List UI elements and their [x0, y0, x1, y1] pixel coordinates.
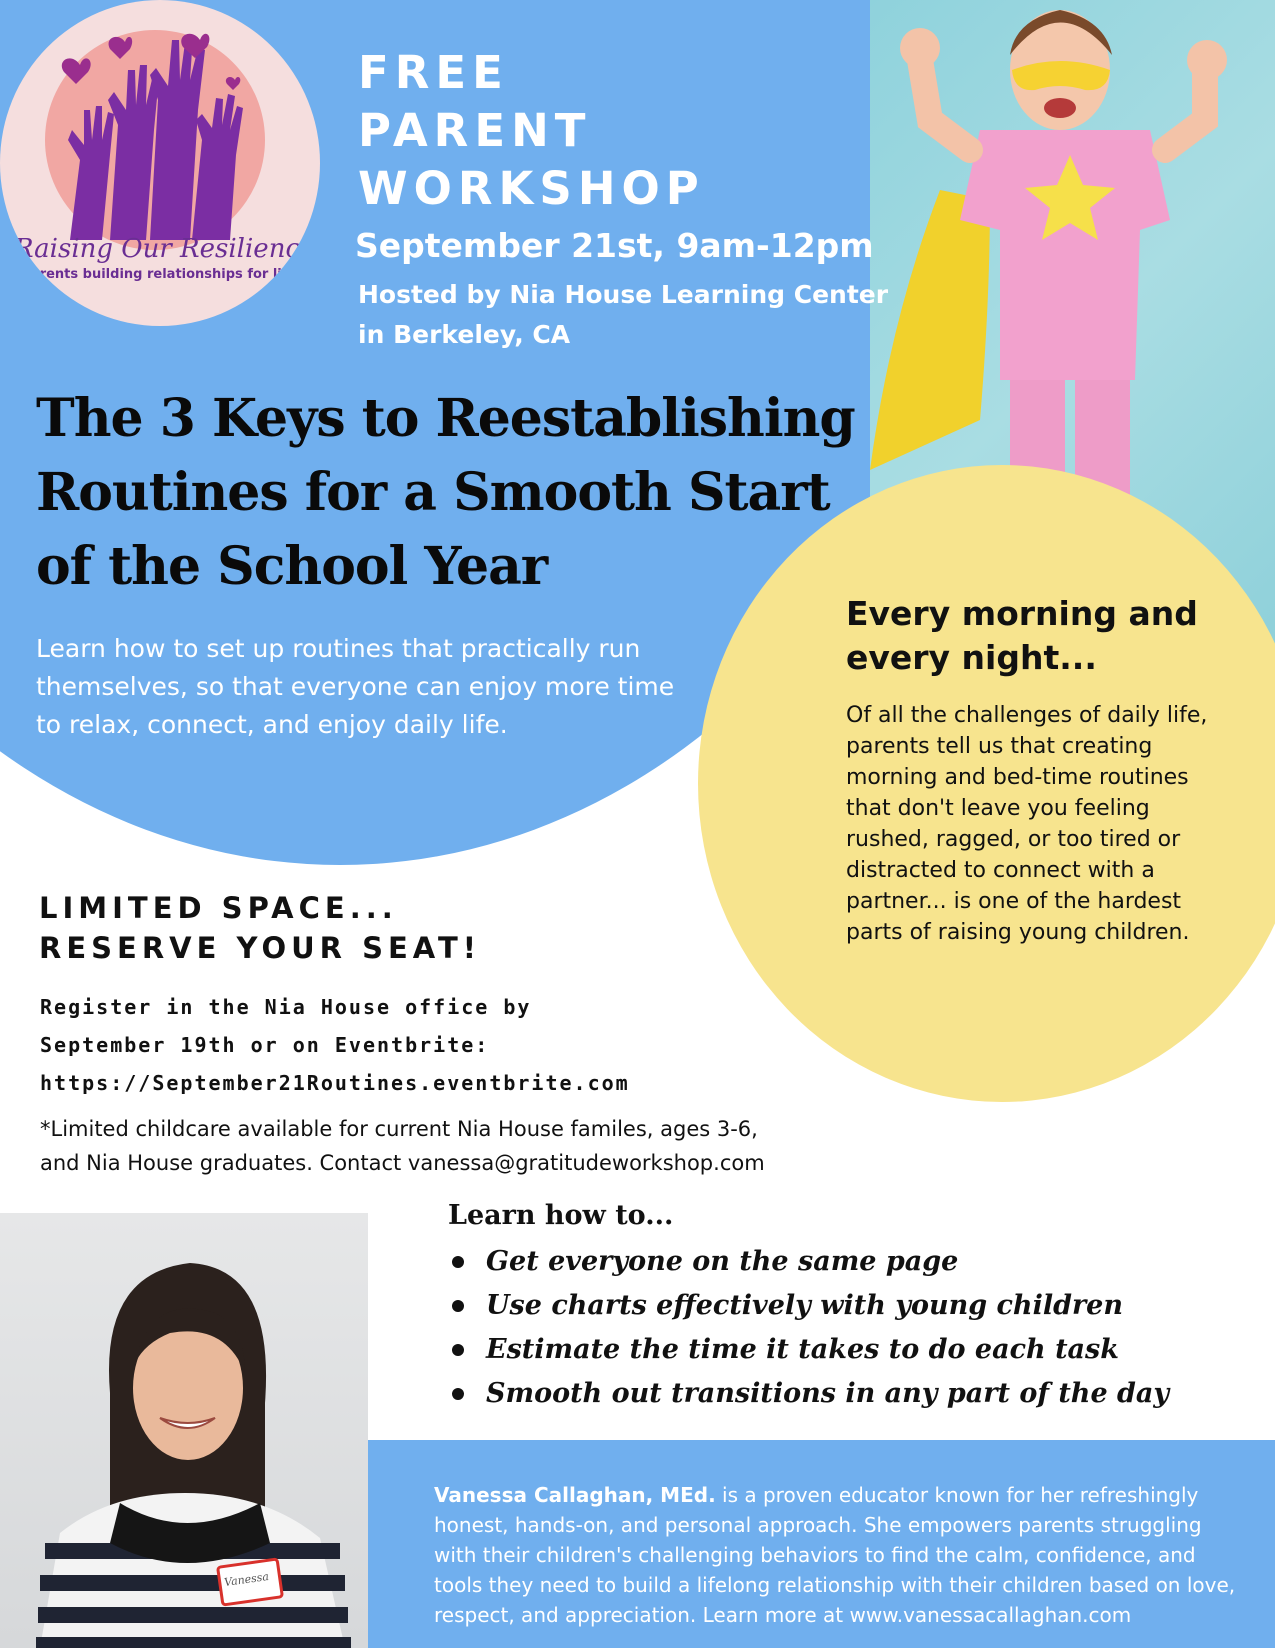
list-item	[448, 1372, 1169, 1416]
register-line-1: Register in the Nia House office by	[40, 995, 532, 1019]
workshop-date: September 21st, 9am-12pm	[355, 226, 874, 265]
bio-text: is a proven educator known for her refreshingly honest, hands-on, and personal approach. She empowers parents struggling with their children's challenging behaviors to find the calm, confidence, and tools they need to build a lifelong relationship with their children based on love, respect, and appreciation. Learn more at www.vanessacallaghan.com	[434, 1483, 1236, 1627]
intro-paragraph: Learn how to set up routines that practically run themselves, so that everyone can enjoy more time to relax, connect, and enjoy daily life.	[36, 634, 675, 739]
list-item	[448, 1328, 1169, 1372]
list-item	[448, 1284, 1169, 1328]
list-item-text: Estimate the time it takes to do each task	[486, 1334, 1119, 1365]
bullet-icon	[452, 1344, 464, 1356]
childcare-line-2: and Nia House graduates. Contact vanessa@gratitudeworkshop.com	[40, 1151, 765, 1175]
register-instructions	[40, 988, 630, 1102]
host-line-1: Hosted by Nia House Learning Center	[358, 280, 889, 309]
presenter-portrait-illustration	[0, 1213, 368, 1648]
reserve-seat-line: RESERVE YOUR SEAT!	[39, 931, 482, 965]
childcare-line-1: *Limited childcare available for current Nia House familes, ages 3-6,	[40, 1117, 758, 1141]
header-parent: PARENT	[358, 104, 592, 157]
name-tag-text: Vanessa	[223, 1569, 270, 1590]
bullet-icon	[452, 1300, 464, 1312]
workshop-title: The 3 Keys to Reestablishing Routines for a Smooth Start of the School Year	[36, 388, 855, 597]
list-item	[448, 1240, 1169, 1284]
register-line-2: September 19th or on Eventbrite:	[40, 1033, 490, 1057]
logo-title: Raising Our Resilience	[14, 234, 316, 264]
morning-paragraph: Of all the challenges of daily life, parents tell us that creating morning and bed-time routines that don't leave you feeling rushed, ragged, or too tired or distracted to connect with a partner... is one of the hardest parts of raising young children.	[846, 703, 1208, 945]
reserve-heading	[39, 888, 481, 968]
logo-tagline: Parents building relationships for life	[21, 267, 297, 282]
raised-hands-icon	[40, 20, 260, 240]
host-line-2: in Berkeley, CA	[358, 320, 571, 349]
limited-space-line: LIMITED SPACE...	[39, 891, 398, 925]
list-item-text: Use charts effectively with young children	[486, 1290, 1123, 1321]
list-item-text: Smooth out transitions in any part of the day	[486, 1378, 1170, 1409]
list-item-text: Get everyone on the same page	[486, 1246, 959, 1277]
learn-heading: Learn how to...	[448, 1200, 674, 1231]
bio-paragraph	[434, 1480, 1244, 1630]
header-workshop: WORKSHOP	[358, 162, 705, 215]
header-free: FREE	[358, 46, 509, 99]
morning-heading: Every morning and every night...	[846, 594, 1198, 677]
bio-name: Vanessa Callaghan, MEd.	[434, 1483, 716, 1507]
childcare-note	[40, 1112, 860, 1180]
eventbrite-link[interactable]: https://September21Routines.eventbrite.com	[40, 1071, 630, 1095]
learn-list	[448, 1240, 1169, 1416]
bullet-icon	[452, 1388, 464, 1400]
vanessa-photo	[0, 1213, 368, 1648]
raising-our-resilience-logo	[0, 0, 320, 326]
bullet-icon	[452, 1256, 464, 1268]
